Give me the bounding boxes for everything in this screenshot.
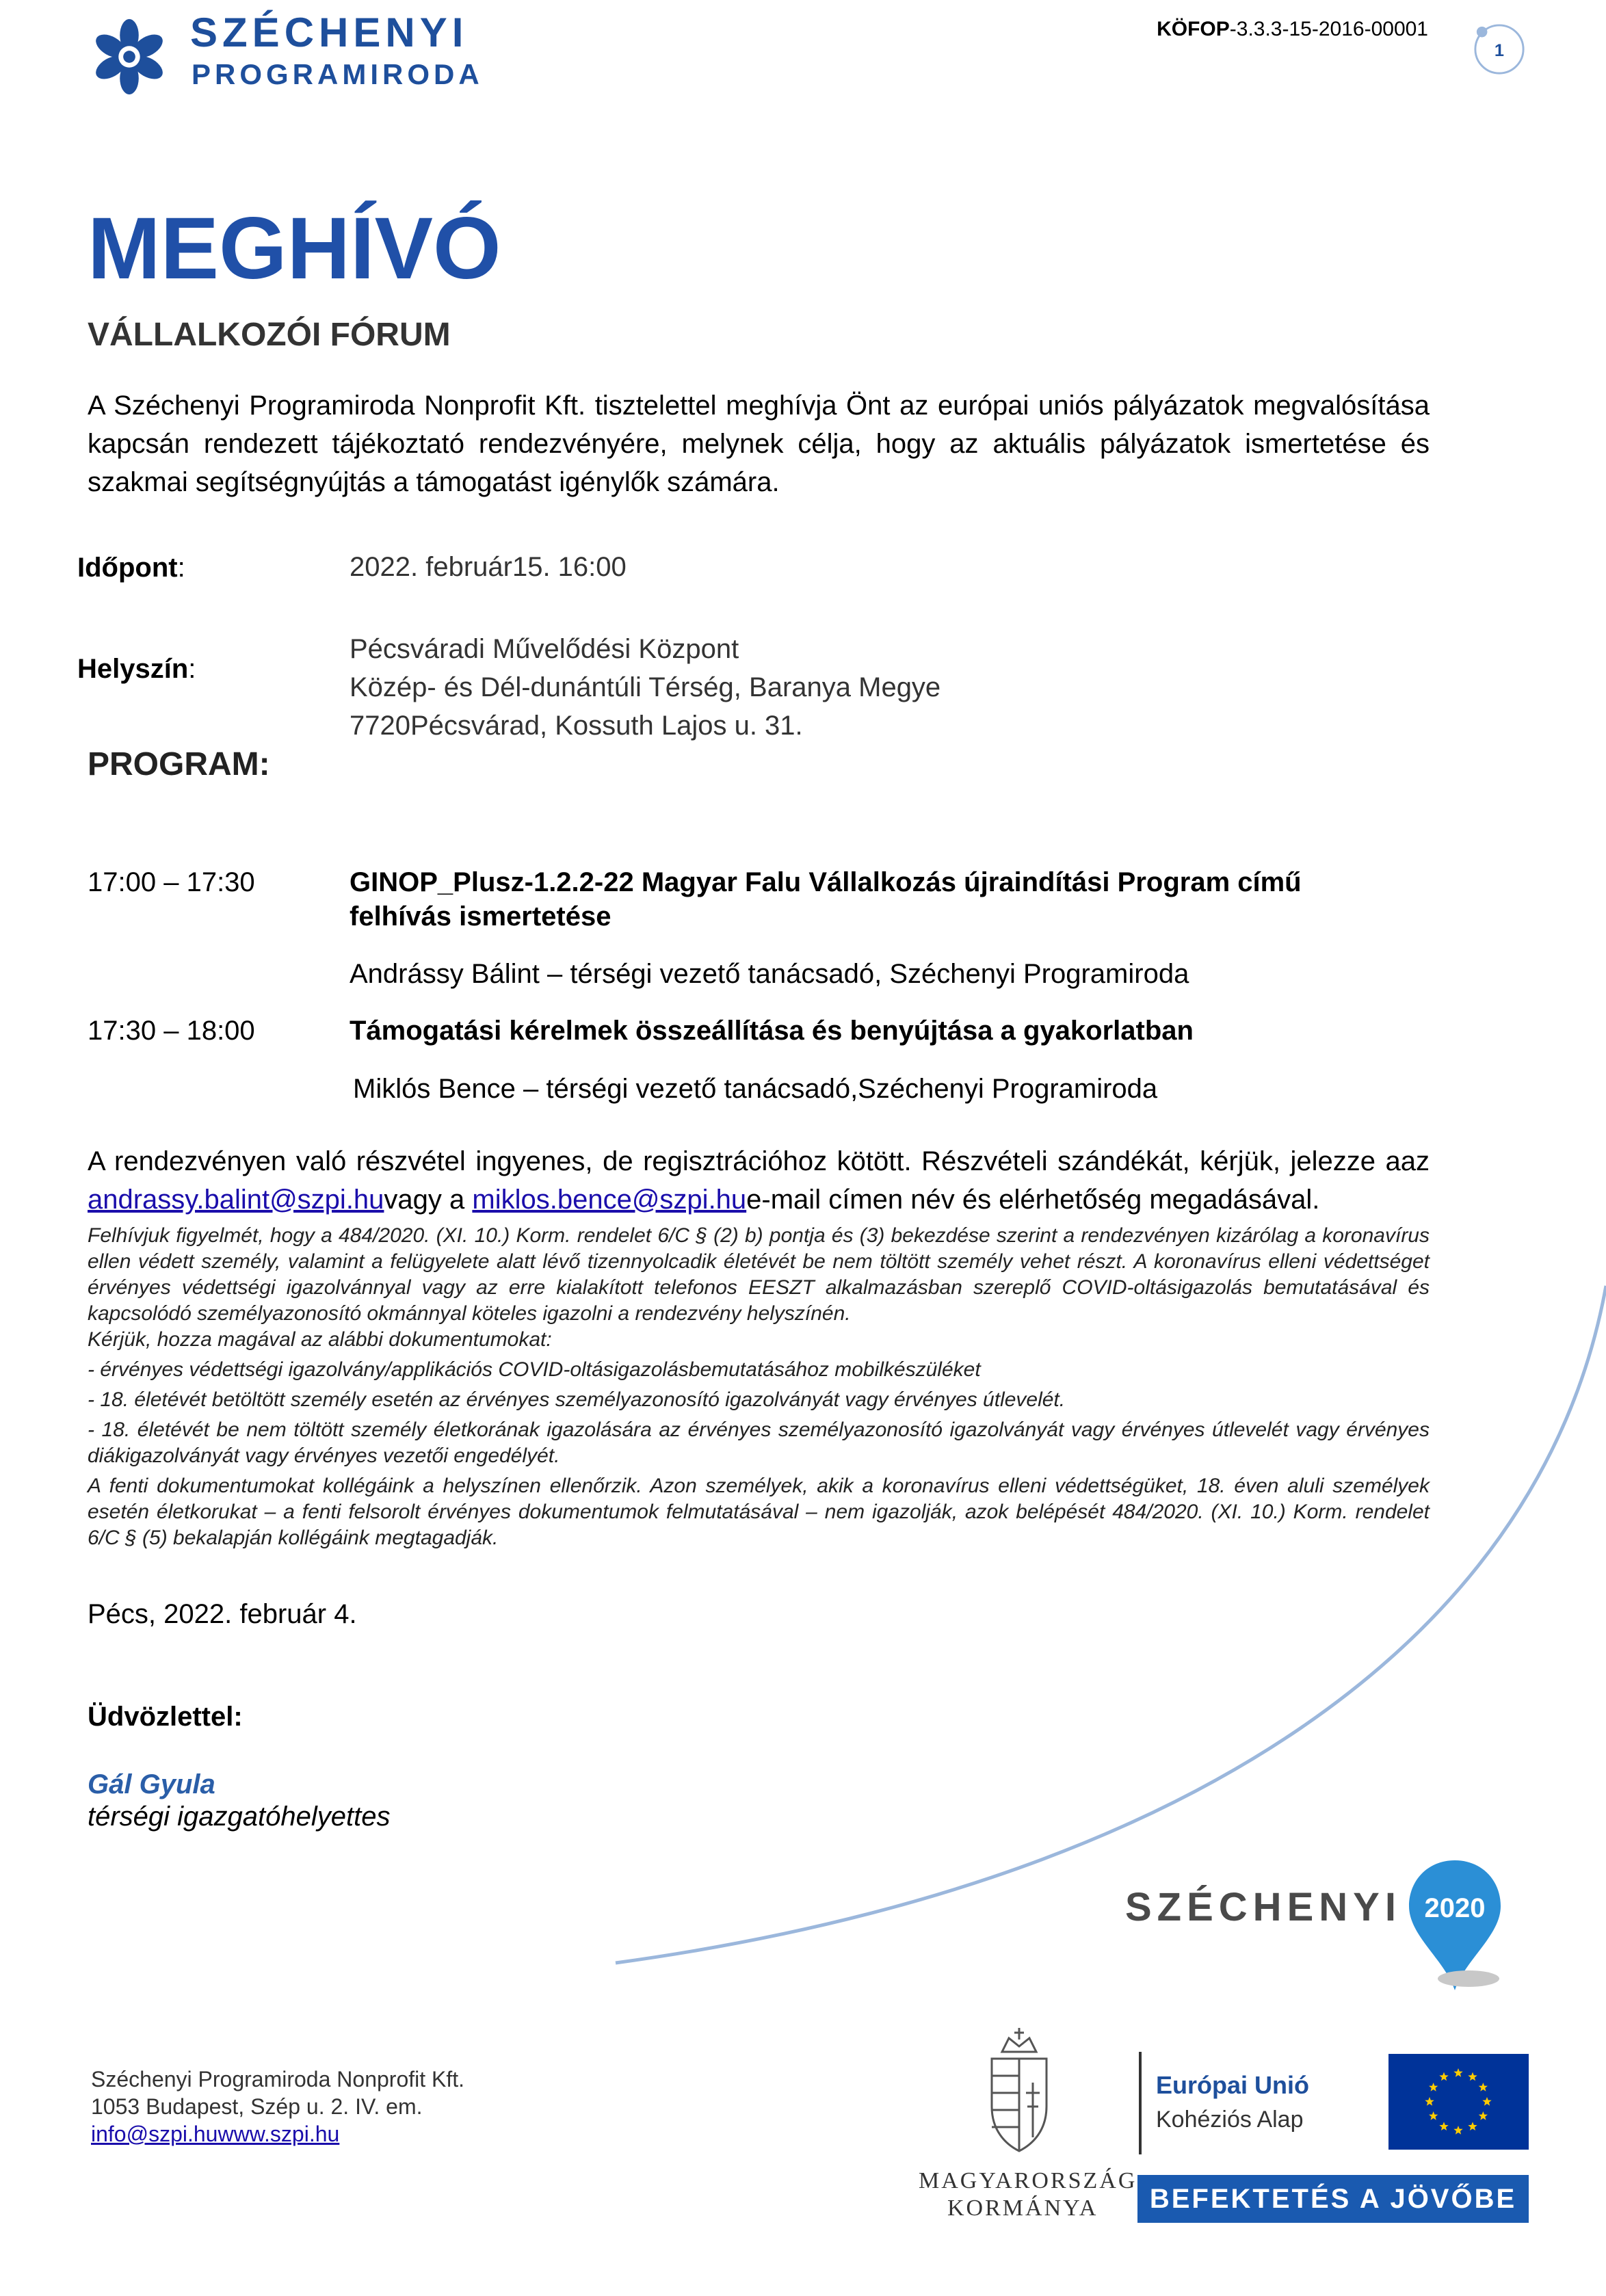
program-speaker: Miklós Bence – térségi vezető tanácsadó,Széchenyi Programiroda <box>353 1074 1158 1104</box>
place-label <box>77 654 196 685</box>
svg-text:1: 1 <box>1494 40 1505 60</box>
registration-text: e-mail címen név és elérhetőség megadásával. <box>746 1185 1320 1215</box>
place-line: Pécsváradi Művelődési Központ <box>350 634 739 664</box>
place-label-colon: : <box>188 654 196 684</box>
program-speaker: Andrássy Bálint – térségi vezető tanácsadó, Széchenyi Programiroda <box>350 959 1189 989</box>
time-label <box>77 553 185 583</box>
footer-address <box>91 2066 464 2148</box>
signature-name: Gál Gyula <box>88 1769 215 1799</box>
fine-print-item: - 18. életévét betöltött személy esetén az érvényes személyazonosító igazolványát vagy érvényes útlevelét. <box>88 1388 1066 1411</box>
org-address: 1053 Budapest, Szép u. 2. IV. em. <box>91 2094 423 2119</box>
logo-subtitle: PROGRAMIRODA <box>192 58 484 90</box>
fine-print-item: - érvényes védettségi igazolvány/applikációs COVID-oltásigazolásbemutatásához mobilkészüléket <box>88 1358 981 1381</box>
investment-banner: BEFEKTETÉS A JÖVŐBE <box>1137 2175 1529 2223</box>
place-line: 7720Pécsvárad, Kossuth Lajos u. 31. <box>350 711 803 741</box>
program-title: Támogatási kérelmek összeállítása és benyújtása a gyakorlatban <box>350 1016 1194 1046</box>
email-link-info[interactable]: info@szpi.hu <box>91 2122 218 2146</box>
fine-print-paragraph: A fenti dokumentumokat kollégáink a helyszínen ellenőrzik. Azon személyek, akik a koronavírus elleni védettségüket, 18. éven aluli személyek esetén életkorukat – a fenti felsorolt érvényes dokumentumok felmutatásával – nem igazolják, azok belépését 484/2020. (XI. 10.) Korm. rendelet 6/C § (5) bekalapján kollégáink megtagadják. <box>88 1475 1430 1549</box>
org-name: Széchenyi Programiroda Nonprofit Kft. <box>91 2067 465 2092</box>
program-title: GINOP_Plusz-1.2.2-22 Magyar Falu Vállalkozás újraindítási Program című <box>350 867 1302 897</box>
registration-text: A rendezvényen való részvétel ingyenes, de regisztrációhoz kötött. Részvételi szándékát, kérjük, jelezze aaz <box>88 1146 1430 1176</box>
place-label-text: Helyszín <box>77 654 189 684</box>
covid-fine-print <box>88 1223 1430 1551</box>
szechenyi-2020-text: SZÉCHENYI <box>1125 1885 1401 1929</box>
email-link-miklos[interactable]: miklos.bence@szpi.hu <box>472 1185 747 1215</box>
government-name: MAGYARORSZÁG <box>919 2168 1137 2193</box>
program-heading: PROGRAM: <box>88 746 270 782</box>
logo-title: SZÉCHENYI <box>190 10 469 55</box>
svg-text:2020: 2020 <box>1424 1893 1486 1923</box>
fine-print-paragraph: Kérjük, hozza magával az alábbi dokumentumokat: <box>88 1328 552 1351</box>
project-reference <box>1157 18 1428 41</box>
page-title: MEGHÍVÓ <box>88 200 501 298</box>
place-line: Közép- és Dél-dunántúli Térség, Baranya Megye <box>350 672 941 702</box>
eu-fund: Kohéziós Alap <box>1156 2107 1304 2133</box>
email-link-andrassy[interactable]: andrassy.balint@szpi.hu <box>88 1185 384 1215</box>
time-label-colon: : <box>177 553 185 583</box>
eu-title: Európai Unió <box>1156 2071 1309 2099</box>
greeting: Üdvözlettel: <box>88 1702 243 1732</box>
szechenyi-2020-pin-icon <box>1404 1857 1506 1994</box>
eu-flag-icon <box>1388 2054 1529 2150</box>
program-time: 17:00 – 17:30 <box>88 867 255 897</box>
page-number-badge <box>1473 23 1526 76</box>
project-reference-number: -3.3.3-15-2016-00001 <box>1229 18 1428 40</box>
signature-role: térségi igazgatóhelyettes <box>88 1802 391 1832</box>
registration-note <box>88 1142 1430 1219</box>
fine-print-paragraph: Felhívjuk figyelmét, hogy a 484/2020. (XI. 10.) Korm. rendelet 6/C § (2) b) pontja és (3) bekezdése szerint a rendezvényen kizárólag a koronavírus ellen védett személy, valamint a felügyelete alatt lévő tizennyolcadik életévét be nem töltött személy vehet részt. A koronavírus elleni védettséget érvényes védettségi igazolvánnyal vagy az erre kialakított telefonos EESZT alkalmazásban szereplő COVID-oltásigazolás bemutatásával és kapcsolódó személyazonosító okmánnyal köteles igazolni a rendezvény helyszínén. <box>88 1224 1430 1325</box>
registration-text: vagy a <box>384 1185 473 1215</box>
date-line: Pécs, 2022. február 4. <box>88 1599 357 1629</box>
government-name-2: KORMÁNYA <box>947 2195 1098 2221</box>
time-label-text: Időpont <box>77 553 178 583</box>
fine-print-item: - 18. életévét be nem töltött személy életkorának igazolására az érvényes személyazonosító igazolványát vagy érvényes útlevelét vagy érvényes diákigazolványát vagy érvényes vezetői engedélyét. <box>88 1418 1430 1467</box>
project-reference-code: KÖFOP <box>1157 18 1230 40</box>
program-time: 17:30 – 18:00 <box>88 1016 255 1046</box>
hungarian-coat-of-arms-icon <box>971 2024 1067 2161</box>
contact-links <box>91 2120 464 2148</box>
szechenyi-flower-logo-icon <box>89 16 170 97</box>
program-title-cont: felhívás ismertetése <box>350 901 611 932</box>
time-value: 2022. február15. 16:00 <box>350 552 627 582</box>
page-subtitle: VÁLLALKOZÓI FÓRUM <box>88 317 451 353</box>
eu-divider <box>1139 2052 1142 2154</box>
intro-paragraph: A Széchenyi Programiroda Nonprofit Kft. tisztelettel meghívja Önt az európai uniós pályázatok megvalósítása kapcsán rendezett tájékoztató rendezvényére, melynek célja, hogy az aktuális pályázatok ismertetése és szakmai segítségnyújtás a támogatást igénylők számára. <box>88 391 1430 497</box>
website-link[interactable]: www.szpi.hu <box>218 2122 340 2146</box>
